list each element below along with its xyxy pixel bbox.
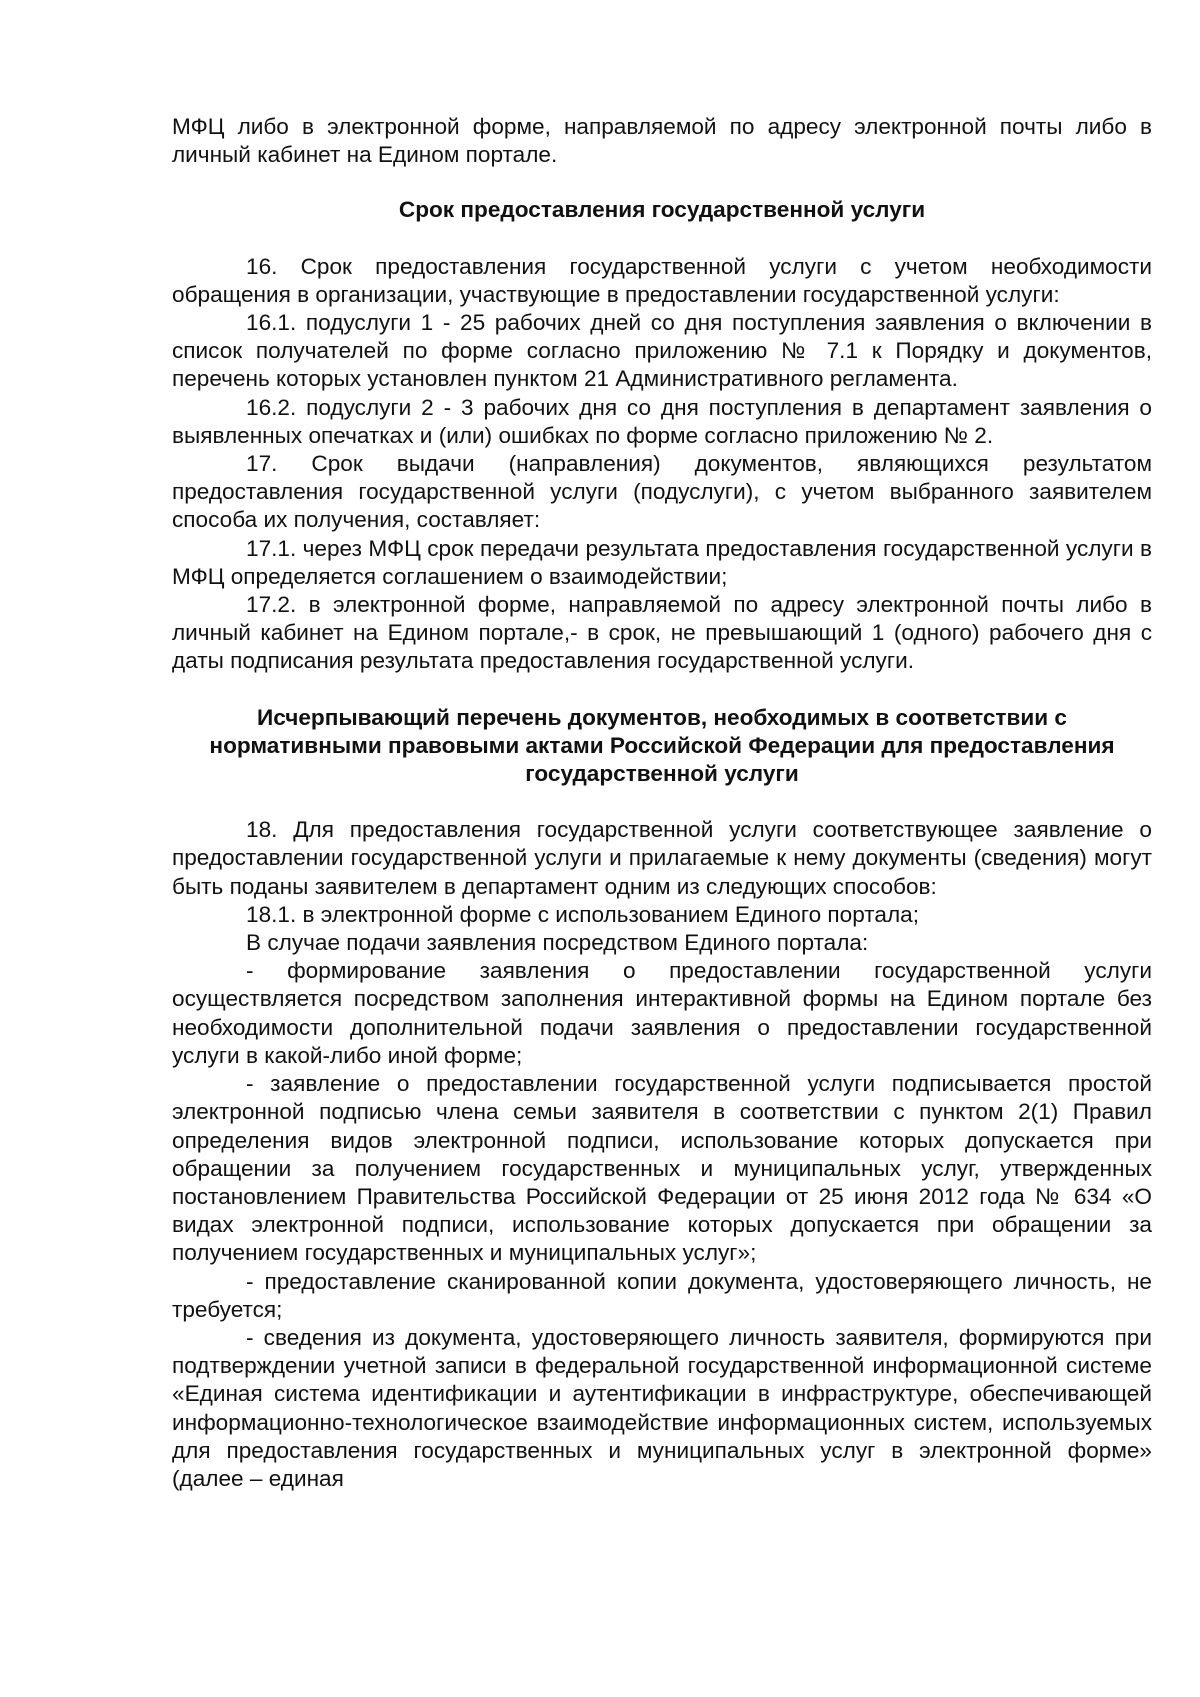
paragraph-18: 18. Для предоставления государственной услуги соответствующее заявление о предоставлении государственной услуги и прилагаемые к нему документы (сведения) могут быть поданы заявителем в департамент одним из следующих способов:: [172, 817, 1152, 899]
section-heading-term: Срок предоставления государственной услуги: [398, 197, 926, 223]
paragraph-17-1: 17.1. через МФЦ срок передачи результата предоставления государственной услуги в МФЦ определяется соглашением о взаимодействии;: [172, 535, 1152, 589]
paragraph-17-2: 17.2. в электронной форме, направляемой по адресу электронной почты либо в личный кабинет на Едином портале,- в срок, не превышающий 1 (одного) рабочего дня с даты подписания результата предоставления государственной услуги.: [172, 592, 1152, 674]
list-item-scan: - предоставление сканированной копии документа, удостоверяющего личность, не требуется;: [172, 1268, 1152, 1322]
paragraph-18-1: 18.1. в электронной форме с использованием Единого портала;: [246, 901, 919, 927]
section-heading-documents: Исчерпывающий перечень документов, необходимых в соответствии с нормативными правовыми актами Российской Федерации для предоставления государственной услуги: [209, 704, 1115, 787]
document-body: [172, 113, 1152, 1493]
paragraph-16: 16. Срок предоставления государственной услуги с учетом необходимости обращения в организации, участвующие в предоставлении государственной услуги:: [172, 253, 1152, 307]
list-item-signature: - заявление о предоставлении государственной услуги подписывается простой электронной подписью члена семьи заявителя в соответствии с пунктом 2(1) Правил определения видов электронной подписи, использование которых допускается при обращении за получением государственных и муниципальных услуг, утвержденных постановлением Правительства Российской Федерации от 25 июня 2012 года № 634 «О видах электронной подписи, использование которых допускается при обращении за получением государственных и муниципальных услуг»;: [172, 1071, 1152, 1266]
paragraph-portal-case: В случае подачи заявления посредством Единого портала:: [246, 930, 869, 956]
paragraph-17: 17. Срок выдачи (направления) документов, являющихся результатом предоставления государственной услуги (подуслуги), с учетом выбранного заявителем способа их получения, составляет:: [172, 451, 1152, 533]
list-item-identity: - сведения из документа, удостоверяющего личность заявителя, формируются при подтверждении учетной записи в федеральной государственной информационной системе «Единая система идентификации и аутентификации в инфраструктуре, обеспечивающей информационно-технологическое взаимодействие информационных систем, используемых для предоставления государственных и муниципальных услуг в электронной форме» (далее – единая: [172, 1324, 1152, 1491]
intro-paragraph: МФЦ либо в электронной форме, направляемой по адресу электронной почты либо в личный кабинет на Едином портале.: [172, 114, 1152, 168]
paragraph-16-2: 16.2. подуслуги 2 - 3 рабочих дня со дня поступления в департамент заявления о выявленных опечатках и (или) ошибках по форме согласно приложению № 2.: [172, 394, 1152, 448]
list-item-form: - формирование заявления о предоставлении государственной услуги осуществляется посредством заполнения интерактивной формы на Едином портале без необходимости дополнительной подачи заявления о предоставлении государственной услуги в какой-либо иной форме;: [172, 958, 1152, 1068]
paragraph-16-1: 16.1. подуслуги 1 - 25 рабочих дней со дня поступления заявления о включении в список получателей по форме согласно приложению № 7.1 к Порядку и документов, перечень которых установлен пунктом 21 Административного регламента.: [172, 310, 1152, 392]
